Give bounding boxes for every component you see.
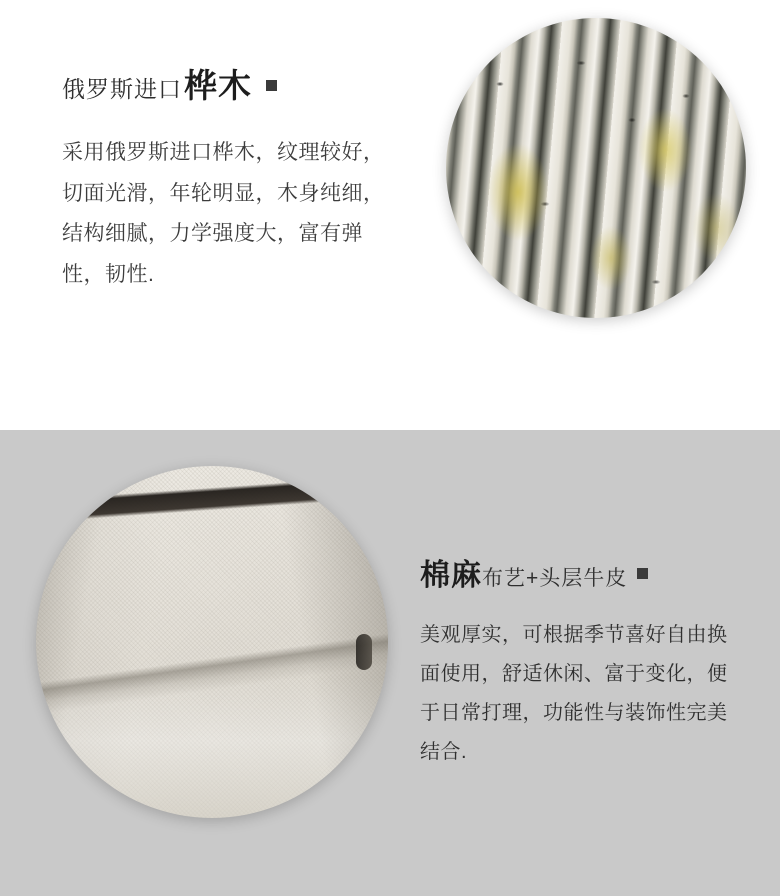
birch-heading — [62, 60, 392, 107]
birch-heading-emphasis: 桦木 — [184, 67, 252, 104]
birch-text-column — [62, 60, 392, 295]
fabric-text-column — [420, 550, 740, 772]
birch-heading-lead: 俄罗斯进口 — [62, 76, 182, 102]
fabric-heading-lead: 棉麻 — [420, 559, 482, 592]
section-birch-wood — [0, 0, 780, 430]
fabric-heading-emphasis: 布艺+头层牛皮 — [482, 567, 628, 590]
sofa-detail-photo — [36, 466, 388, 818]
section-fabric-leather — [0, 430, 780, 896]
fabric-body-text: 美观厚实，可根据季节喜好自由换面使用，舒适休闲、富于变化，便于日常打理，功能性与装饰性完美结合. — [420, 624, 728, 763]
birch-forest-photo — [446, 18, 746, 318]
square-marker-icon — [266, 80, 277, 91]
fabric-heading — [420, 550, 740, 594]
birch-body-text: 采用俄罗斯进口桦木，纹理较好，切面光滑，年轮明显，木身纯细，结构细腻，力学强度大，富有弹性，韧性. — [62, 141, 385, 286]
square-marker-icon — [637, 568, 648, 579]
